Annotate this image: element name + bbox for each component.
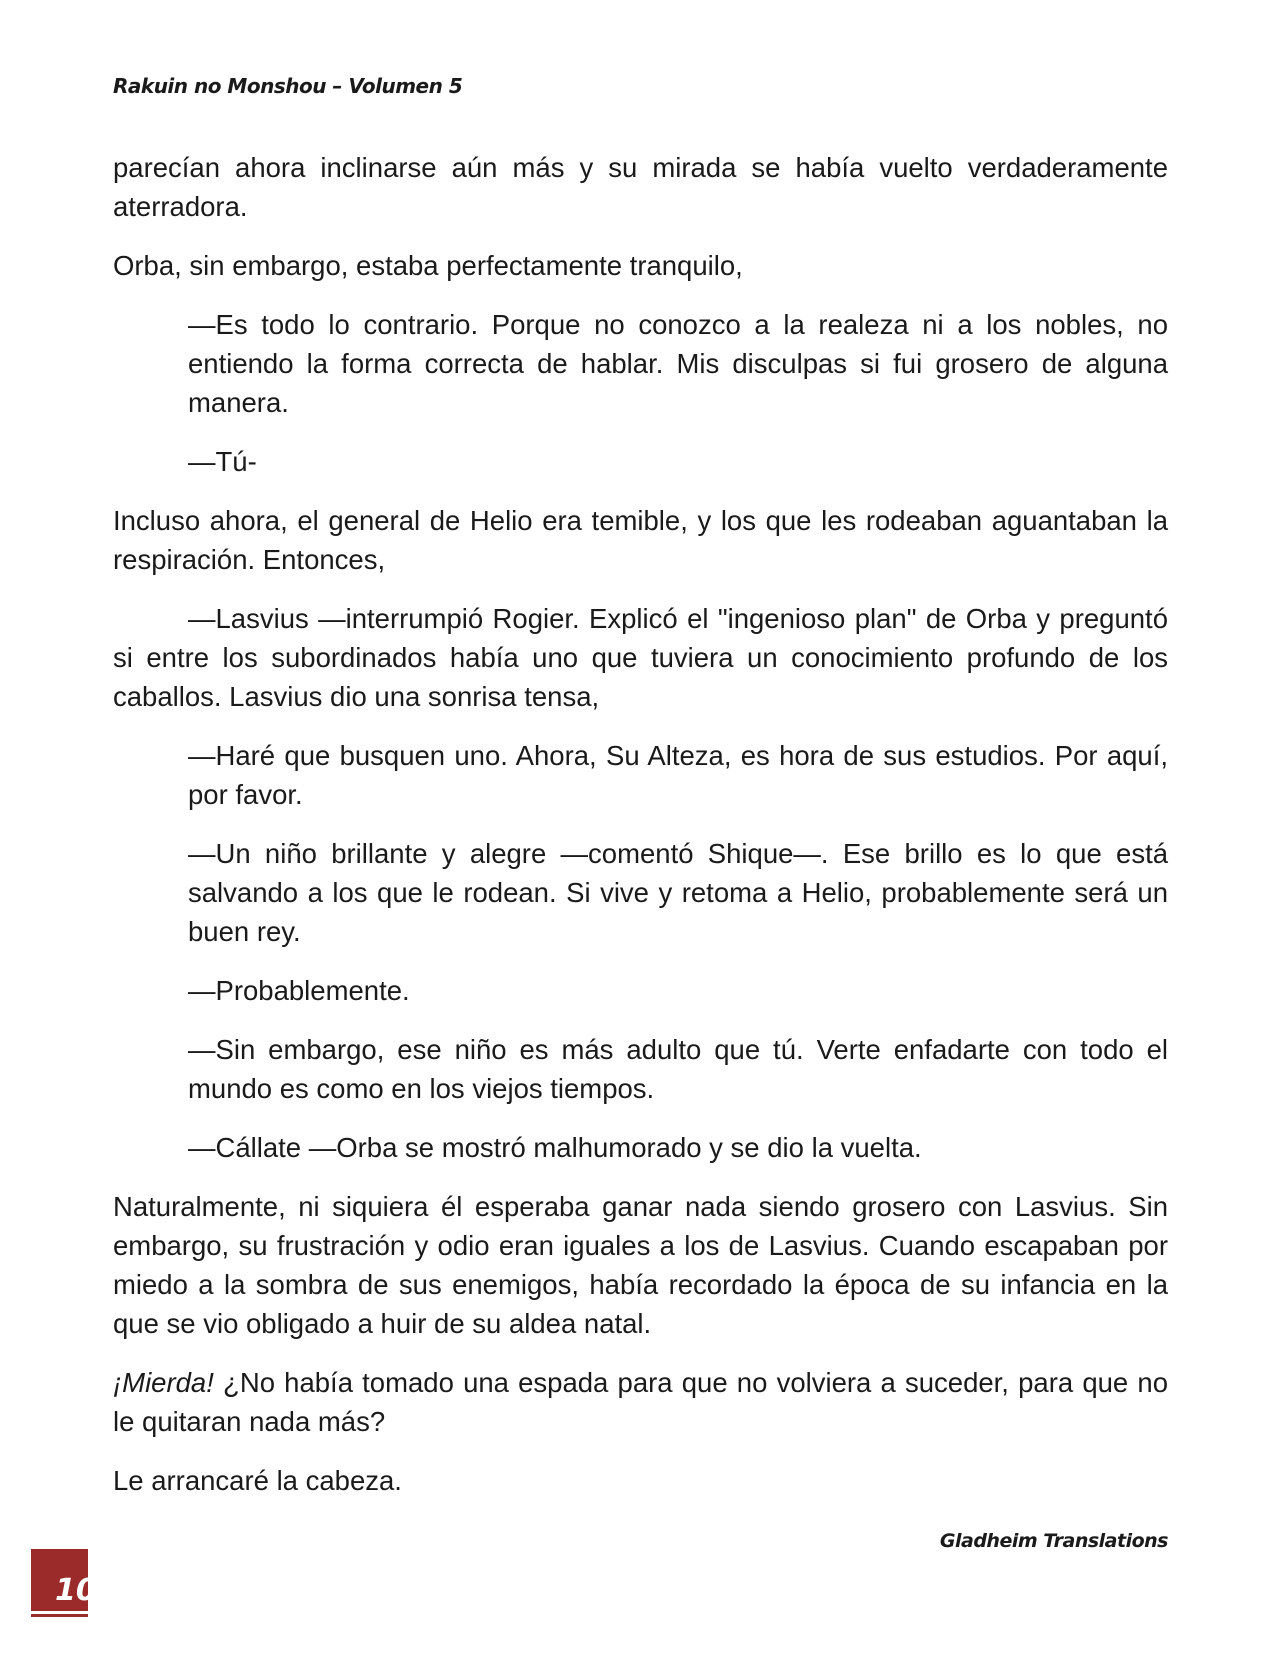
- italic-exclamation: ¡Mierda!: [113, 1367, 214, 1398]
- paragraph: parecían ahora inclinarse aún más y su mirada se había vuelto verdaderamente aterradora.: [113, 152, 1168, 222]
- page-body: [113, 148, 1168, 1520]
- page-number-underline: [31, 1611, 88, 1614]
- paragraph: Incluso ahora, el general de Helio era temible, y los que les rodeaban aguantaban la respiración. Entonces,: [113, 505, 1168, 575]
- paragraph: Le arrancaré la cabeza.: [113, 1465, 402, 1496]
- dialogue-line: —Probablemente.: [188, 975, 410, 1006]
- paragraph: [113, 1363, 1168, 1441]
- dialogue-line: —Un niño brillante y alegre —comentó Shique—. Ese brillo es lo que está salvando a los que le rodean. Si vive y retoma a Helio, probablemente será un buen rey.: [188, 838, 1168, 947]
- dialogue-line: —Cállate —Orba se mostró malhumorado y se dio la vuelta.: [188, 1132, 922, 1163]
- running-header: Rakuin no Monshou – Volumen 5: [113, 74, 463, 98]
- dialogue-line: —Es todo lo contrario. Porque no conozco a la realeza ni a los nobles, no entiendo la forma correcta de hablar. Mis disculpas si fui grosero de alguna manera.: [188, 309, 1168, 418]
- page-number: 10: [55, 1573, 97, 1608]
- dialogue-line: —Lasvius —interrumpió Rogier. Explicó el "ingenioso plan" de Orba y preguntó si entre los subordinados había uno que tuviera un conocimiento profundo de los caballos. Lasvius dio una sonrisa tensa,: [113, 603, 1168, 712]
- dialogue-line: —Haré que busquen uno. Ahora, Su Alteza, es hora de sus estudios. Por aquí, por favor.: [188, 740, 1168, 810]
- paragraph: Naturalmente, ni siquiera él esperaba ganar nada siendo grosero con Lasvius. Sin embargo, su frustración y odio eran iguales a los de Lasvius. Cuando escapaban por miedo a la sombra de sus enemigos, había recordado la época de su infancia en la que se vio obligado a huir de su aldea natal.: [113, 1191, 1168, 1339]
- translator-credit: Gladheim Translations: [939, 1530, 1168, 1552]
- dialogue-line: —Sin embargo, ese niño es más adulto que tú. Verte enfadarte con todo el mundo es como en los viejos tiempos.: [188, 1034, 1168, 1104]
- dialogue-line: —Tú-: [188, 446, 257, 477]
- paragraph: Orba, sin embargo, estaba perfectamente tranquilo,: [113, 250, 743, 281]
- paragraph-text: ¿No había tomado una espada para que no volviera a suceder, para que no le quitaran nada más?: [113, 1367, 1168, 1437]
